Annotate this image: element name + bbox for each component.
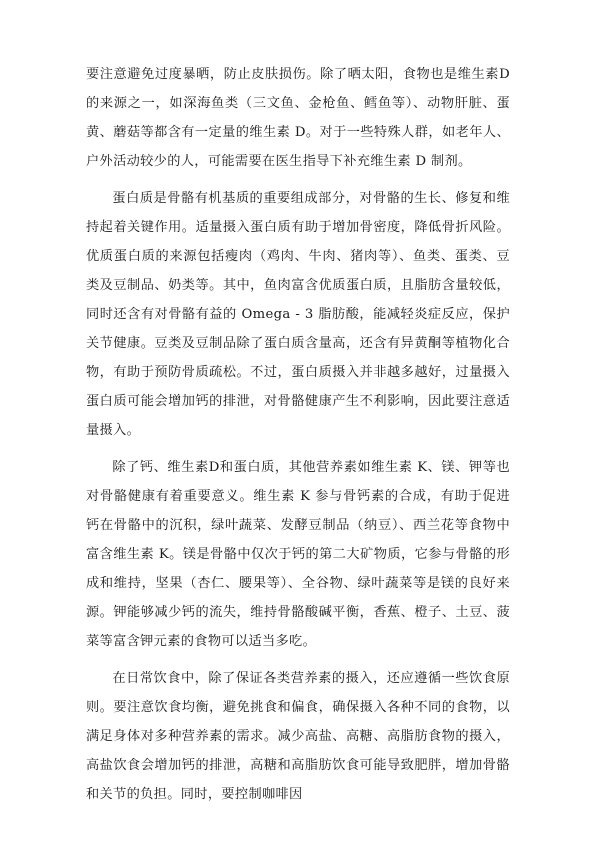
paragraph-protein: 蛋白质是骨骼有机基质的重要组成部分，对骨骼的生长、修复和维持起着关键作用。适量摄入蛋白质有助于增加骨密度，降低骨折风险。优质蛋白质的来源包括瘦肉（鸡肉、牛肉、猪肉等）、鱼类、蛋类、豆类及豆制品、奶类等。其中，鱼肉富含优质蛋白质，且脂肪含量较低，同时还含有对骨骼有益的 Omega - 3 脂肪酸，能减轻炎症反应，保护关节健康。豆类及豆制品除了蛋白质含量高，还含有异黄酮等植物化合物，有助于预防骨质疏松。不过，蛋白质摄入并非越多越好，过量摄入蛋白质可能会增加钙的排泄，对骨骼健康产生不利影响，因此要注意适量摄入。 <box>86 191 510 438</box>
paragraph-other-nutrients: 除了钙、维生素D和蛋白质，其他营养素如维生素 K、镁、钾等也对骨骼健康有着重要意义。维生素 K 参与骨钙素的合成，有助于促进钙在骨骼中的沉积，绿叶蔬菜、发酵豆制品（纳豆）、西兰花等食物中富含维生素 K。镁是骨骼中仅次于钙的第二大矿物质，它参与骨骼的形成和维持，坚果（杏仁、腰果等）、全谷物、绿叶蔬菜等是镁的良好来源。钾能够减少钙的流失，维持骨骼酸碱平衡，香蕉、橙子、土豆、菠菜等富含钾元素的食物可以适当多吃。 <box>86 460 510 649</box>
body-text <box>86 60 510 817</box>
paragraph-diet-principles: 在日常饮食中，除了保证各类营养素的摄入，还应遵循一些饮食原则。要注意饮食均衡，避免挑食和偏食，确保摄入各种不同的食物，以满足身体对多种营养素的需求。减少高盐、高糖、高脂肪食物的摄入，高盐饮食会增加钙的排泄，高糖和高脂肪饮食可能导致肥胖，增加骨骼和关节的负担。同时，要控制咖啡因 <box>86 671 510 802</box>
paragraph-vitamin-d-continued: 要注意避免过度暴晒，防止皮肤损伤。除了晒太阳，食物也是维生素D的来源之一，如深海鱼类（三文鱼、金枪鱼、鳕鱼等）、动物肝脏、蛋黄、蘑菇等都含有一定量的维生素 D。对于一些特殊人群，如老年人、户外活动较少的人，可能需要在医生指导下补充维生素 D 制剂。 <box>86 67 510 169</box>
